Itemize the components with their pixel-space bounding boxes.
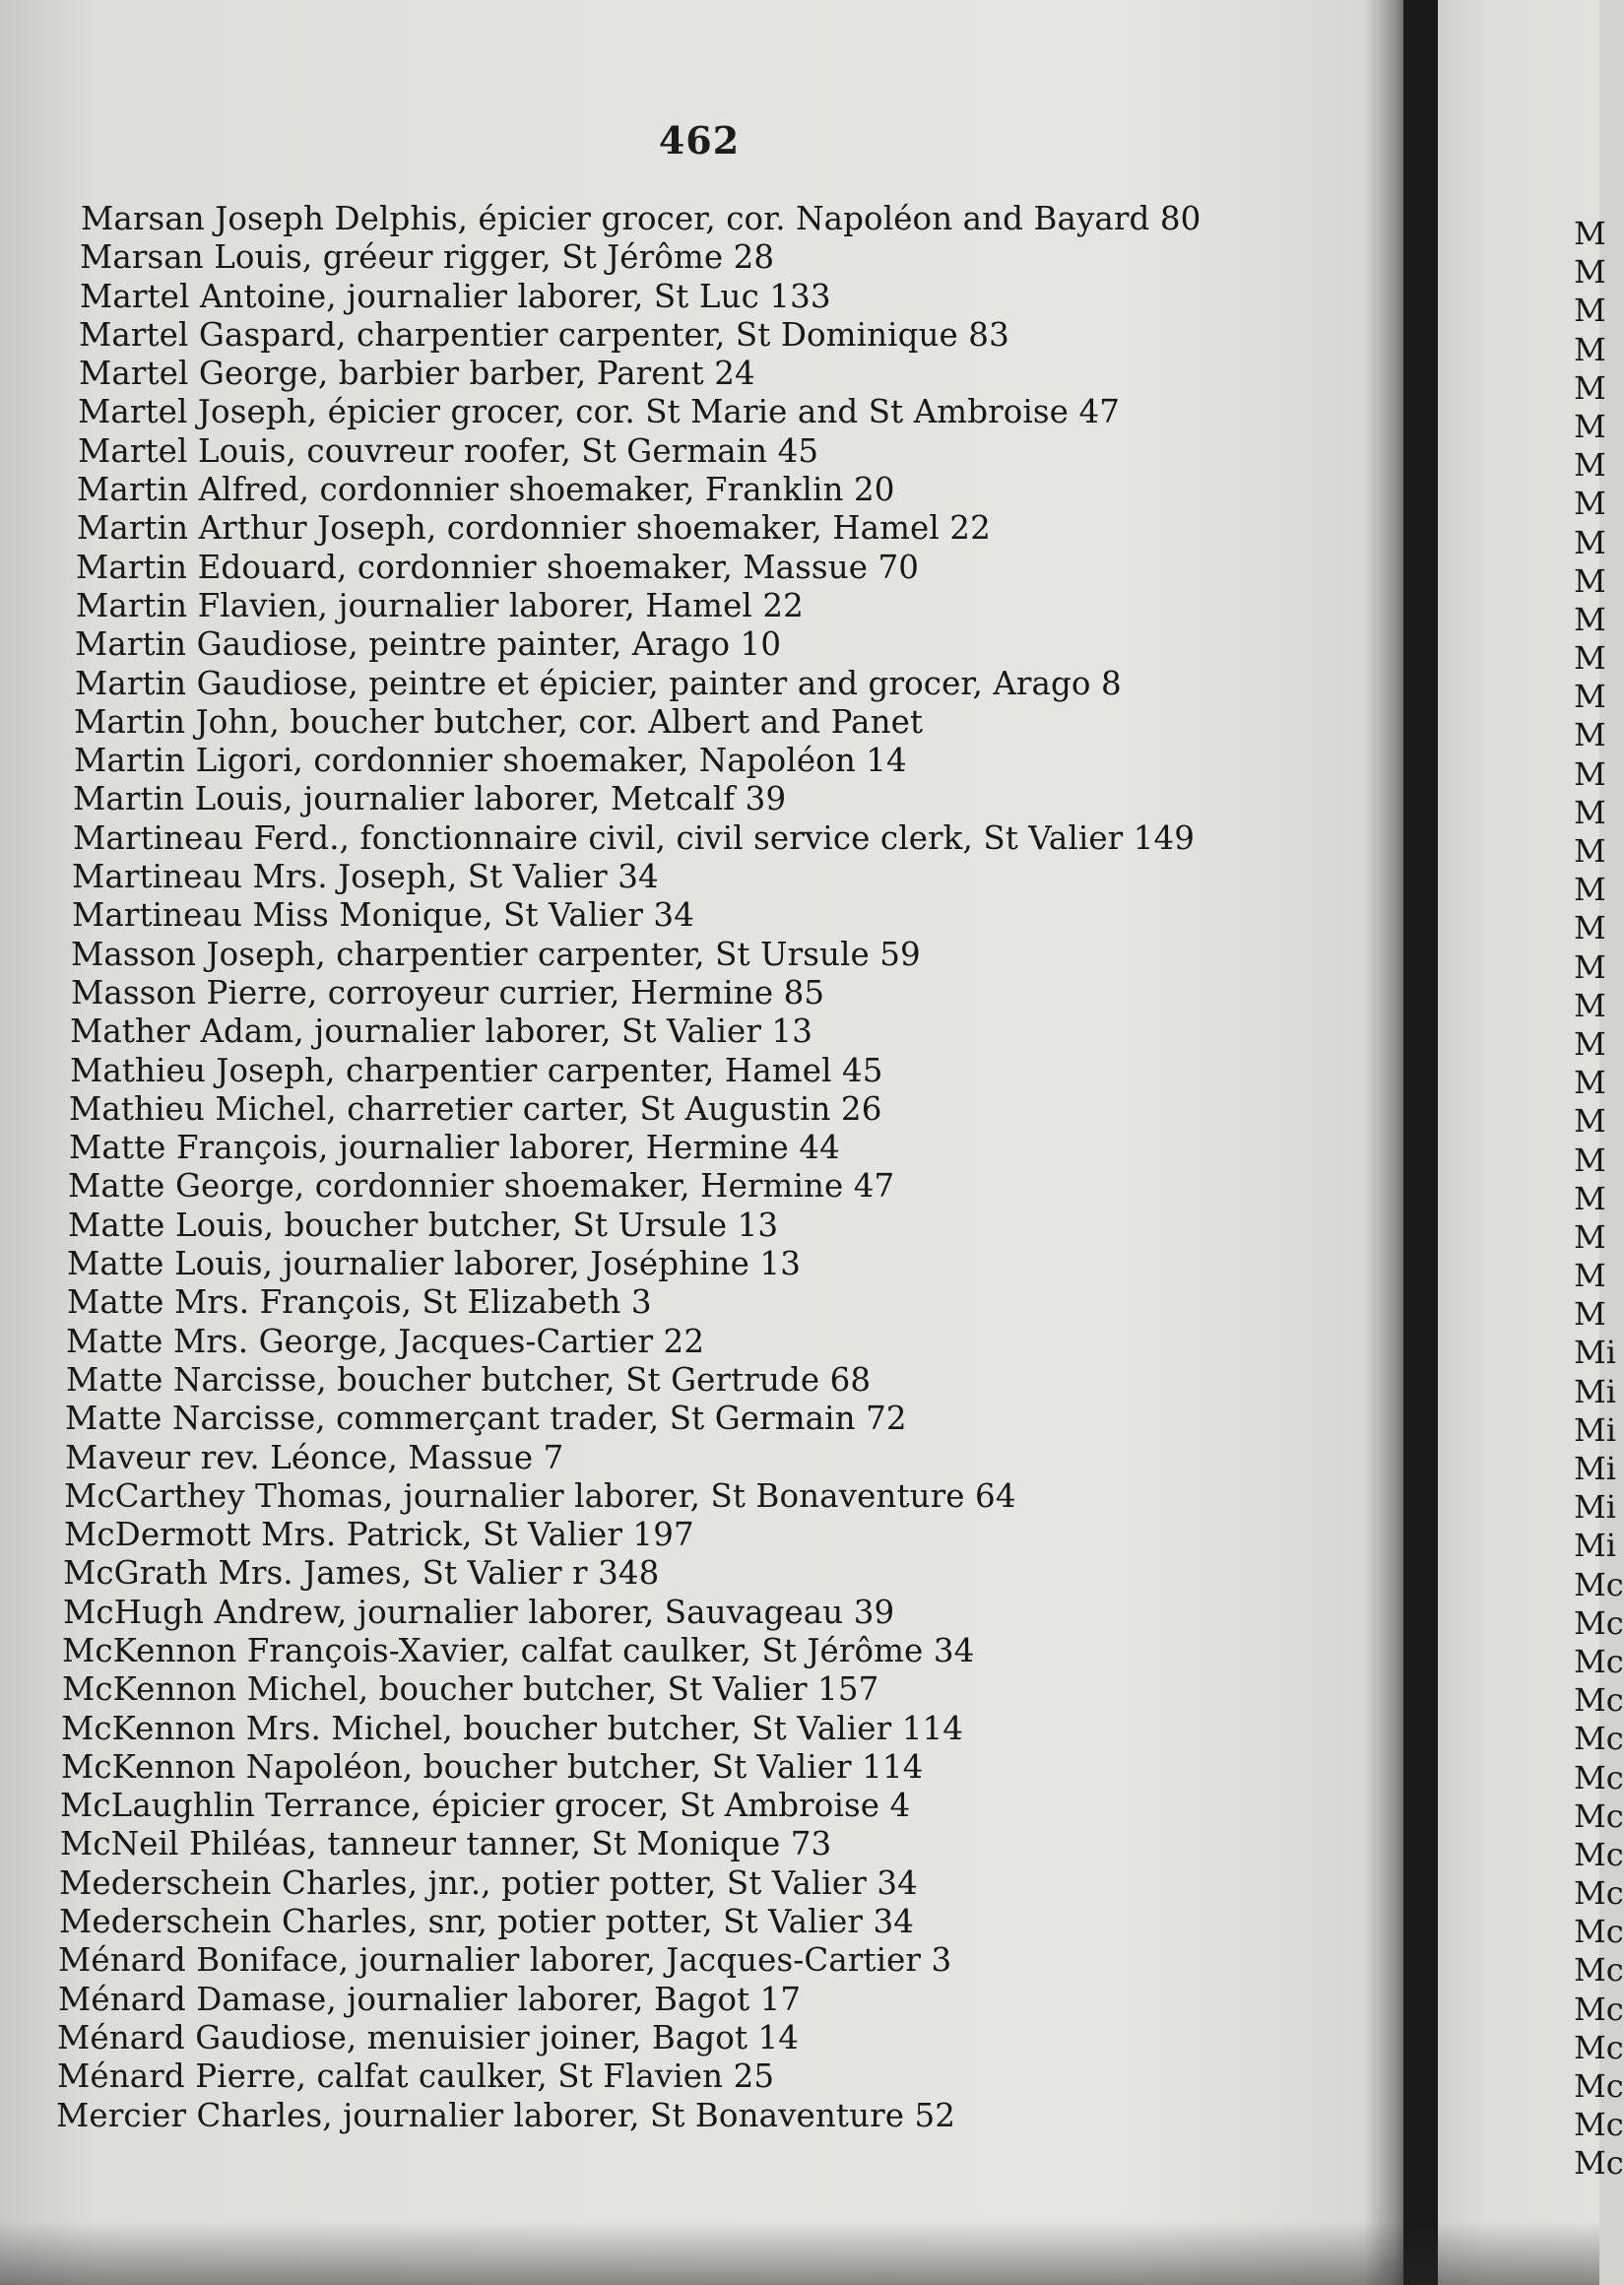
directory-entry: Martin Alfred, cordonnier shoemaker, Franklin 20: [77, 471, 895, 509]
directory-entry: Martel Joseph, épicier grocer, cor. St Marie and St Ambroise 47: [78, 393, 1120, 431]
directory-entry: Martineau Ferd., fonctionnaire civil, civil service clerk, St Valier 149: [73, 818, 1196, 857]
directory-entry: Martin Gaudiose, peintre et épicier, painter and grocer, Arago 8: [75, 664, 1122, 702]
directory-entry: McKennon Mrs. Michel, boucher butcher, St Valier 114: [61, 1709, 964, 1747]
facing-page-fragment: Mc: [1574, 1758, 1624, 1796]
facing-page-fragment: Mc: [1574, 1951, 1624, 1990]
directory-entry: Matte Mrs. François, St Elizabeth 3: [67, 1283, 652, 1322]
facing-page-fragment: M: [1574, 986, 1606, 1024]
directory-entries: [56, 200, 1361, 2135]
directory-entry: McLaughlin Terrance, épicier grocer, St Ambroise 4: [60, 1787, 911, 1825]
facing-page-fragment: M: [1574, 523, 1606, 561]
facing-page-fragment: M: [1574, 485, 1606, 523]
directory-entry: Matte Narcisse, boucher butcher, St Gertrude 68: [66, 1360, 872, 1399]
facing-page-fragment: Mc: [1574, 1642, 1624, 1680]
directory-entry: Martin Arthur Joseph, cordonnier shoemaker, Hamel 22: [77, 509, 991, 548]
directory-entry: Martel Louis, couvreur roofer, St Germain 45: [78, 431, 819, 470]
directory-entry: Mathieu Michel, charretier carter, St Augustin 26: [69, 1089, 882, 1128]
facing-page-fragment: Mc: [1574, 1874, 1624, 1913]
facing-page-fragment: Mc: [1574, 1835, 1624, 1873]
facing-page-fragment: Mc: [1574, 2028, 1624, 2066]
page-edge-shadow: [1364, 0, 1408, 2285]
facing-page-fragment: Mc: [1574, 1796, 1624, 1835]
facing-page-fragment: M: [1574, 1141, 1606, 1179]
facing-page-fragment: M: [1574, 871, 1606, 909]
directory-entry: Mathieu Joseph, charpentier carpenter, Hamel 45: [70, 1051, 883, 1089]
facing-page-fragment: M: [1574, 832, 1606, 870]
facing-page-fragment: M: [1574, 793, 1606, 831]
directory-entry: McCarthey Thomas, journalier laborer, St Bonaventure 64: [64, 1476, 1016, 1515]
facing-page-fragment: M: [1574, 1064, 1606, 1102]
directory-entry: Martineau Mrs. Joseph, St Valier 34: [72, 858, 659, 896]
facing-page-fragment: Mc: [1574, 1603, 1624, 1642]
directory-entry: Masson Joseph, charpentier carpenter, St Ursule 59: [71, 935, 921, 973]
directory-entry: Matte Mrs. George, Jacques-Cartier 22: [66, 1322, 705, 1360]
directory-entry: Martin Edouard, cordonnier shoemaker, Massue 70: [76, 548, 920, 586]
bottom-shadow: [0, 2221, 1599, 2285]
directory-entry: Matte Louis, journalier laborer, Joséphine 13: [67, 1245, 801, 1283]
facing-page-fragment: M: [1574, 639, 1606, 678]
directory-entry: Masson Pierre, corroyeur currier, Hermine 85: [71, 973, 825, 1012]
directory-entry: Ménard Boniface, journalier laborer, Jacques-Cartier 3: [58, 1941, 952, 1980]
facing-page-fragment: M: [1574, 368, 1606, 407]
facing-page-fragment: M: [1574, 407, 1606, 445]
facing-page-fragment: Mc: [1574, 2144, 1624, 2183]
directory-entry: Matte François, journalier laborer, Hermine 44: [69, 1129, 840, 1167]
facing-page-fragment: Mi: [1574, 1334, 1616, 1372]
facing-page-fragment: M: [1574, 215, 1606, 252]
directory-entry: Martin John, boucher butcher, cor. Albert and Panet: [74, 702, 924, 741]
directory-entry: Mercier Charles, journalier laborer, St Bonaventure 52: [56, 2096, 956, 2134]
facing-page-fragment: Mc: [1574, 1565, 1624, 1603]
directory-entry: McNeil Philéas, tanneur tanner, St Monique 73: [60, 1825, 832, 1863]
directory-entry: Martin Louis, journalier laborer, Metcalf 39: [73, 780, 787, 818]
directory-entry: Martin Gaudiose, peintre painter, Arago 10: [75, 625, 782, 664]
directory-entry: Ménard Gaudiose, menuisier joiner, Bagot 14: [57, 2018, 800, 2056]
facing-page-fragment: M: [1574, 292, 1606, 330]
directory-entry: McDermott Mrs. Patrick, St Valier 197: [64, 1516, 694, 1554]
directory-entry: Martel George, barbier barber, Parent 24: [79, 355, 755, 393]
facing-page-fragment: M: [1574, 1024, 1606, 1063]
facing-page-fragment: M: [1574, 446, 1606, 485]
directory-entry: Marsan Joseph Delphis, épicier grocer, cor. Napoléon and Bayard 80: [81, 200, 1202, 237]
directory-entry: Martineau Miss Monique, St Valier 34: [72, 896, 694, 935]
directory-entry: Maveur rev. Léonce, Massue 7: [65, 1438, 564, 1476]
facing-page-fragment: M: [1574, 947, 1606, 986]
facing-page-fragment: M: [1574, 1179, 1606, 1217]
facing-page-fragment: M: [1574, 561, 1606, 600]
facing-page-fragment: M: [1574, 1295, 1606, 1334]
facing-page-fragment: M: [1574, 909, 1606, 947]
directory-entry: Mederschein Charles, jnr., potier potter, St Valier 34: [59, 1863, 918, 1902]
facing-page-fragment: Mc: [1574, 1681, 1624, 1720]
directory-entry: McKennon Michel, boucher butcher, St Valier 157: [62, 1670, 879, 1709]
directory-entry: McKennon Napoléon, boucher butcher, St Valier 114: [61, 1747, 924, 1786]
facing-page-fragment: Mc: [1574, 1990, 1624, 2028]
facing-page-fragment: M: [1574, 330, 1606, 368]
directory-entry: Matte Louis, boucher butcher, St Ursule 13: [68, 1206, 779, 1244]
facing-page-fragment: Mc: [1574, 1720, 1624, 1758]
facing-page-fragments: [1574, 215, 1624, 2184]
facing-page-fragment: Mc: [1574, 1913, 1624, 1951]
directory-entry: Mederschein Charles, snr, potier potter, St Valier 34: [59, 1903, 915, 1941]
facing-page-fragment: M: [1574, 600, 1606, 638]
facing-page-fragment: M: [1574, 716, 1606, 754]
directory-entry: Martin Flavien, journalier laborer, Hamel 22: [76, 586, 804, 624]
facing-page-fragment: M: [1574, 678, 1606, 716]
facing-page-fragment: Mi: [1574, 1488, 1616, 1527]
facing-page-fragment: M: [1574, 253, 1606, 292]
facing-page-fragment: Mc: [1574, 2106, 1624, 2144]
facing-page-fragment: Mc: [1574, 2067, 1624, 2105]
directory-entry: Matte George, cordonnier shoemaker, Hermine 47: [68, 1167, 895, 1206]
directory-entry: Martel Antoine, journalier laborer, St Luc 133: [80, 277, 831, 315]
facing-page-fragment: M: [1574, 754, 1606, 793]
facing-page-fragment: Mi: [1574, 1372, 1616, 1410]
directory-entry: McGrath Mrs. James, St Valier r 348: [63, 1554, 660, 1593]
directory-entry: Martel Gaspard, charpentier carpenter, St Dominique 83: [79, 315, 1009, 354]
facing-page-fragment: M: [1574, 1217, 1606, 1256]
directory-entry: Marsan Louis, gréeur rigger, St Jérôme 28: [80, 238, 775, 277]
directory-entry: Mather Adam, journalier laborer, St Valier 13: [70, 1012, 812, 1051]
directory-entry: Martin Ligori, cordonnier shoemaker, Napoléon 14: [74, 742, 907, 780]
facing-page-fragment: Mi: [1574, 1527, 1616, 1565]
directory-entry: Ménard Pierre, calfat caulker, St Flavien 25: [57, 2057, 775, 2096]
facing-page-fragment: M: [1574, 1257, 1606, 1295]
facing-page-fragment: M: [1574, 1102, 1606, 1141]
directory-entry: McHugh Andrew, journalier laborer, Sauvageau 39: [63, 1593, 895, 1631]
page-number: 462: [658, 118, 741, 163]
directory-entry: Ménard Damase, journalier laborer, Bagot 17: [58, 1980, 802, 2018]
facing-page-fragment: Mi: [1574, 1410, 1616, 1449]
directory-entry: McKennon François-Xavier, calfat caulker, St Jérôme 34: [62, 1631, 975, 1669]
book-gutter: [1403, 0, 1438, 2285]
facing-page-fragment: Mi: [1574, 1450, 1616, 1487]
directory-entry: Matte Narcisse, commerçant trader, St Germain 72: [65, 1400, 907, 1438]
